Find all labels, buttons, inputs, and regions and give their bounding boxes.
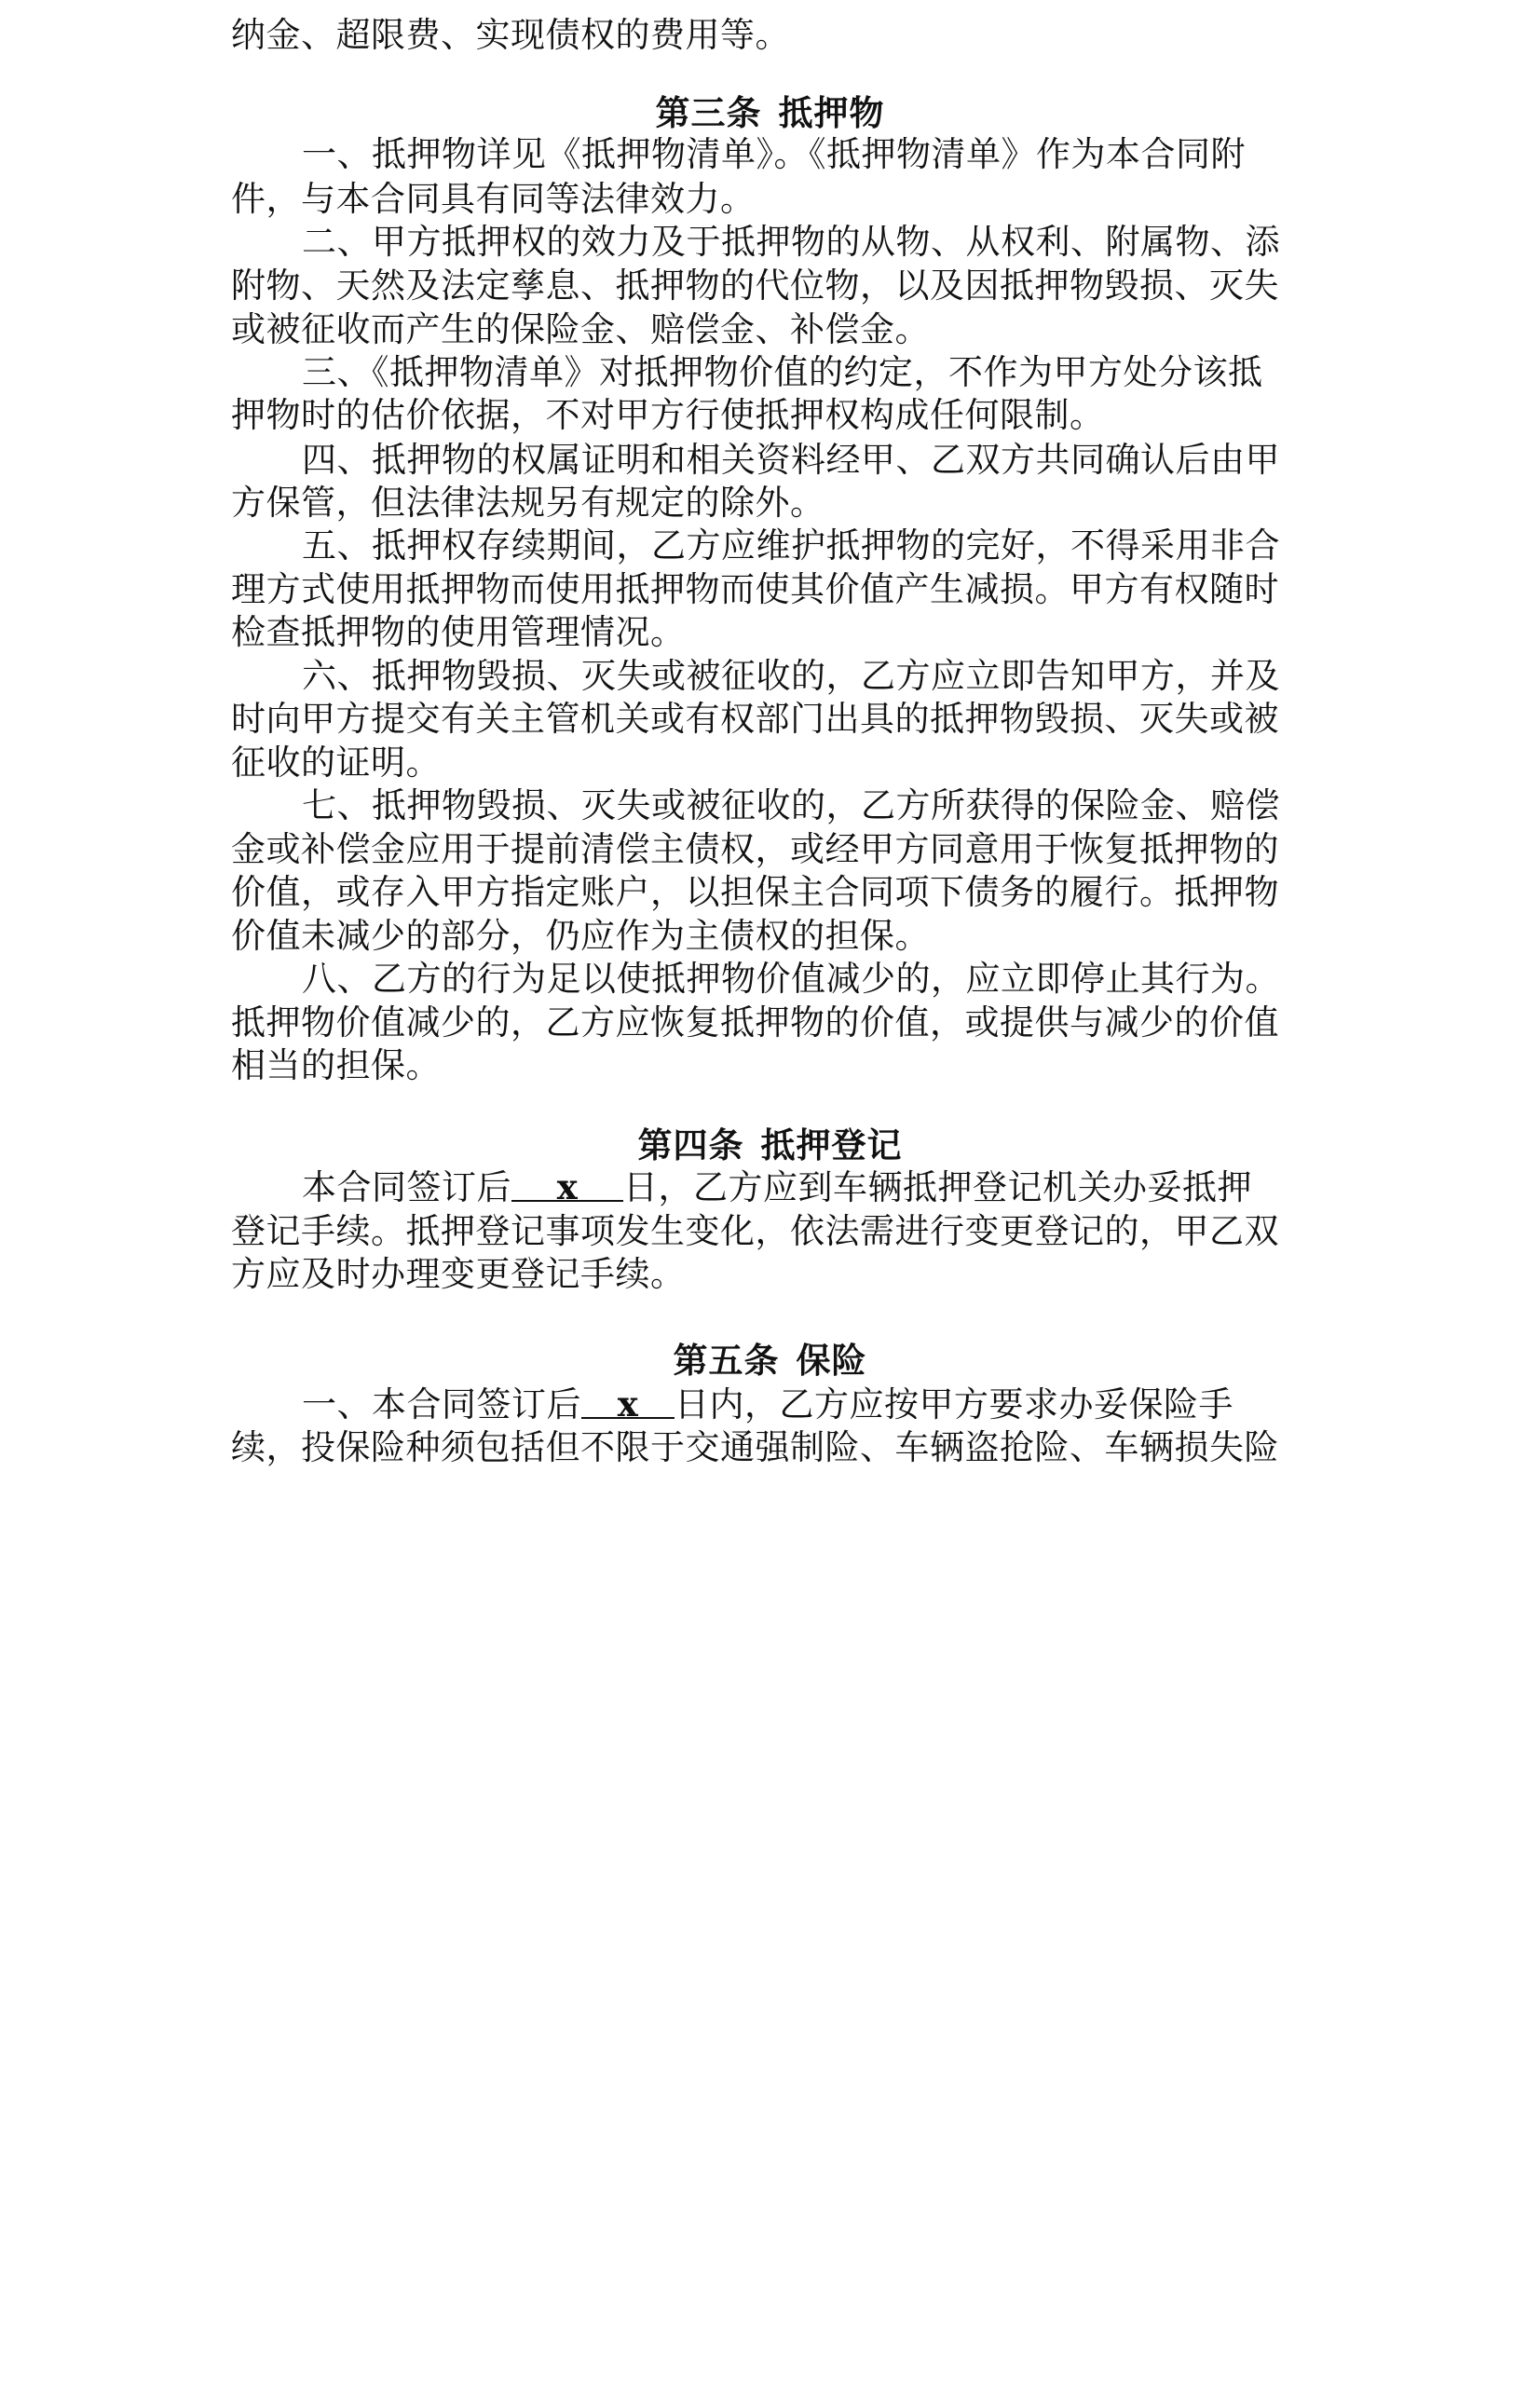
article3-heading [0, 90, 1540, 135]
text-after-blank: 日，乙方应到车辆抵押登记机关办妥抵押 [623, 1167, 1252, 1207]
paragraph-line: 件，与本合同具有同等法律效力。 [231, 179, 756, 219]
article3-prev-continuation: 纳金、超限费、实现债权的费用等。 [231, 15, 790, 55]
paragraph-line: 价值，或存入甲方指定账户，以担保主合同项下债务的履行。抵押物 [231, 872, 1279, 912]
article4-line-1 [302, 1165, 1364, 1210]
paragraph-line: 七、抵押物毁损、灭失或被征收的，乙方所获得的保险金、赔偿 [302, 785, 1280, 825]
paragraph-line: 三、《抵押物清单》对抵押物价值的约定，不作为甲方处分该抵 [302, 352, 1263, 392]
paragraph-line: 或被征收而产生的保险金、赔偿金、补偿金。 [231, 309, 930, 349]
paragraph-line: 四、抵押物的权属证明和相关资料经甲、乙双方共同确认后由甲 [302, 440, 1280, 480]
paragraph-line: 抵押物价值减少的，乙方应恢复抵押物的价值，或提供与减少的价值 [231, 1002, 1279, 1043]
text-before-blank: 本合同签订后 [302, 1167, 511, 1207]
text-after-blank: 日内，乙方应按甲方要求办妥保险手 [675, 1384, 1233, 1424]
text-before-blank: 一、本合同签订后 [302, 1384, 581, 1424]
paragraph-line: 二、甲方抵押权的效力及于抵押物的从物、从权利、附属物、添 [302, 222, 1280, 262]
paragraph-line: 登记手续。抵押登记事项发生变化，依法需进行变更登记的，甲乙双 [231, 1211, 1279, 1251]
paragraph-line: 金或补偿金应用于提前清偿主债权，或经甲方同意用于恢复抵押物的 [231, 829, 1279, 869]
article4-heading-title: 抵押登记 [760, 1124, 903, 1165]
article5-heading [0, 1338, 1540, 1383]
article5-line-1 [302, 1383, 1364, 1427]
days-blank-field: x [511, 1168, 623, 1202]
article5-heading-number: 第五条 [673, 1340, 780, 1381]
paragraph-line: 续，投保险种须包括但不限于交通强制险、车辆盗抢险、车辆损失险 [231, 1427, 1279, 1467]
paragraph-line: 相当的担保。 [231, 1045, 441, 1085]
paragraph-line: 方保管，但法律法规另有规定的除外。 [231, 483, 825, 523]
paragraph-line: 一、抵押物详见《抵押物清单》。《抵押物清单》作为本合同附 [302, 134, 1246, 174]
paragraph-line: 时向甲方提交有关主管机关或有权部门出具的抵押物毁损、灭失或被 [231, 699, 1279, 739]
paragraph-line: 附物、天然及法定孳息、抵押物的代位物，以及因抵押物毁损、灭失 [231, 266, 1279, 306]
paragraph-line: 检查抵押物的使用管理情况。 [231, 612, 686, 652]
article4-heading [0, 1123, 1540, 1167]
article5-heading-title: 保险 [796, 1340, 867, 1381]
paragraph-line: 八、乙方的行为足以使抵押物价值减少的，应立即停止其行为。 [302, 959, 1280, 999]
article3-heading-title: 抵押物 [778, 92, 885, 133]
paragraph-line: 征收的证明。 [231, 743, 441, 783]
article4-heading-number: 第四条 [637, 1124, 744, 1165]
paragraph-line: 理方式使用抵押物而使用抵押物而使其价值产生减损。甲方有权随时 [231, 569, 1279, 609]
days-blank-field: x [581, 1385, 675, 1419]
paragraph-line: 五、抵押权存续期间，乙方应维护抵押物的完好，不得采用非合 [302, 525, 1280, 566]
paragraph-line: 押物时的估价依据，不对甲方行使抵押权构成任何限制。 [231, 395, 1105, 435]
article3-heading-number: 第三条 [655, 92, 762, 133]
paragraph-line: 价值未减少的部分，仍应作为主债权的担保。 [231, 916, 930, 956]
paragraph-line: 方应及时办理变更登记手续。 [231, 1254, 686, 1294]
paragraph-line: 六、抵押物毁损、灭失或被征收的，乙方应立即告知甲方，并及 [302, 656, 1280, 696]
